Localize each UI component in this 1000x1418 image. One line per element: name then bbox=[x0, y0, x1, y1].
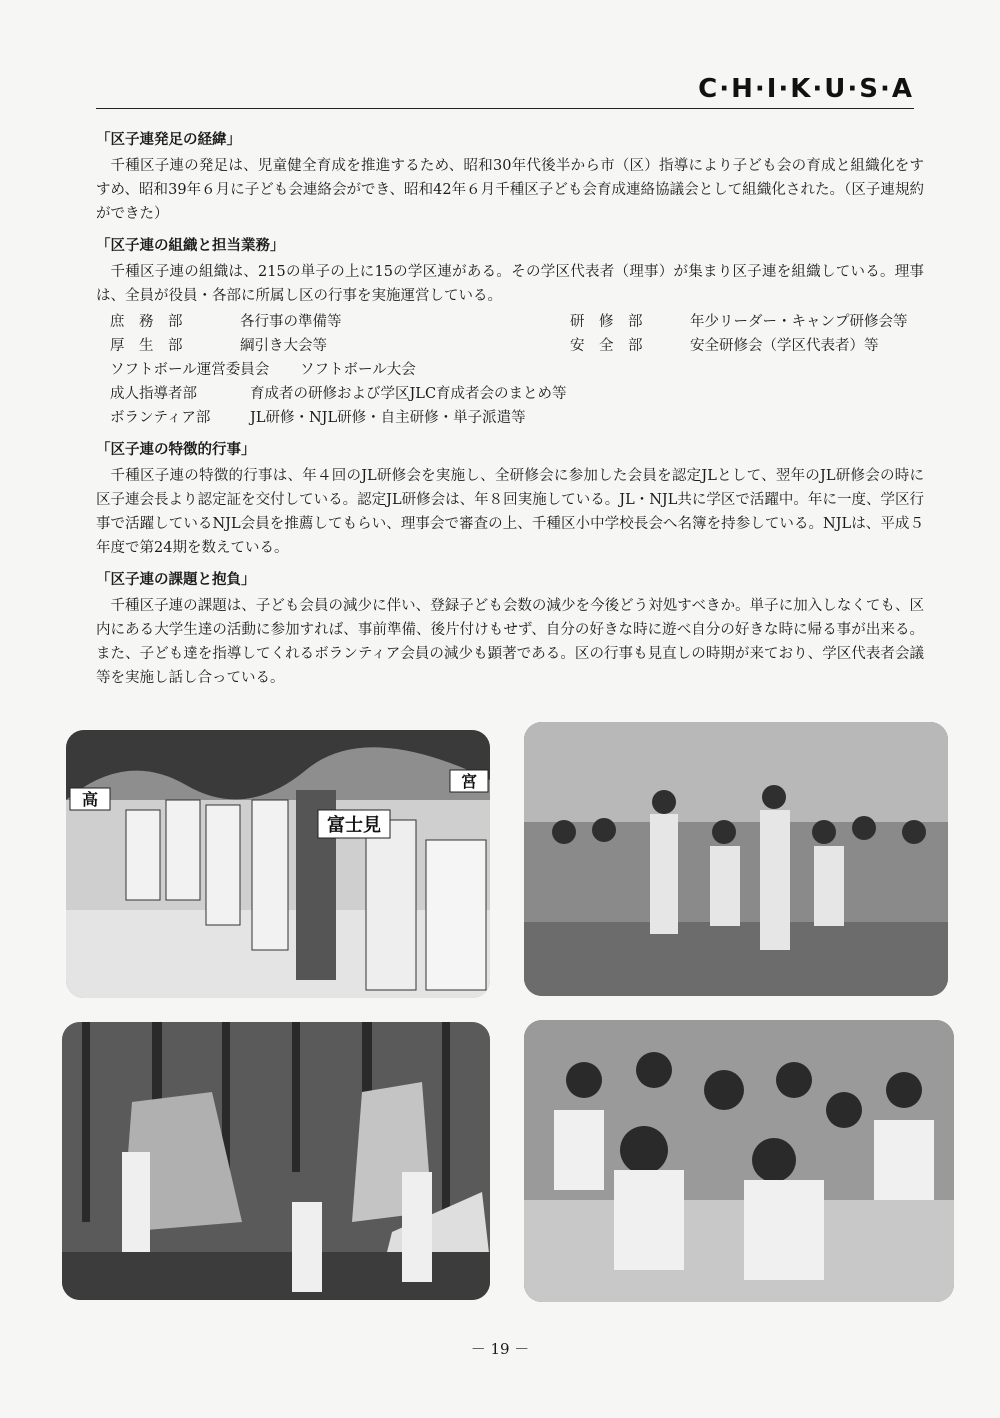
paragraph-issues: 千種区子連の課題は、子ども会員の減少に伴い、登録子ども会数の減少を今後どう対処すべきか。単子に加入しなくても、区内にある大学生達の活動に参加すれば、事前準備、後片付けもせず、自分の好きな時に遊べ自分の好きな時に帰る事が出来る。また、子ども達を指導してくれるボランティア会員の減少も顕著である。区の行事も見直しの時期が来ており、学区代表者会議等を実施し話し合っている。 bbox=[96, 598, 924, 686]
sign-left: 高 bbox=[81, 790, 99, 809]
dept-name-general-affairs: 庶 務 部 bbox=[110, 314, 183, 330]
sign-banner: 富士見 bbox=[327, 815, 381, 836]
dept-name-training: 研 修 部 bbox=[570, 314, 643, 330]
dept-duty-safety: 安全研修会（学区代表者）等 bbox=[690, 338, 879, 354]
dept-duty-training: 年少リーダー・キャンプ研修会等 bbox=[690, 314, 908, 330]
section-heading-origin: 「区子連発足の経緯」 bbox=[96, 132, 241, 148]
sign-right: 宮 bbox=[460, 772, 478, 791]
section-heading-events: 「区子連の特徴的行事」 bbox=[96, 442, 256, 458]
dept-row-softball bbox=[110, 358, 940, 382]
dept-row-volunteer bbox=[110, 406, 940, 430]
dept-duty-softball: ソフトボール大会 bbox=[300, 362, 416, 378]
photo-gym-meeting bbox=[524, 722, 948, 996]
section-heading-organization: 「区子連の組織と担当業務」 bbox=[96, 238, 285, 254]
dept-duty-volunteer: JL研修・NJL研修・自主研修・単子派遣等 bbox=[250, 410, 526, 426]
page-number: － 19 － bbox=[470, 1340, 530, 1358]
dept-name-adult-leaders: 成人指導者部 bbox=[110, 386, 197, 402]
dept-name-volunteer: ボランティア部 bbox=[110, 410, 211, 426]
dept-duty-adult-leaders: 育成者の研修および学区JLC育成者会のまとめ等 bbox=[250, 386, 567, 402]
department-list bbox=[110, 310, 924, 430]
article-body bbox=[96, 128, 924, 698]
dept-name-softball: ソフトボール運営委員会 bbox=[110, 362, 270, 378]
dept-duty-welfare: 綱引き大会等 bbox=[240, 338, 327, 354]
dept-duty-general-affairs: 各行事の準備等 bbox=[240, 314, 342, 330]
paragraph-organization: 千種区子連の組織は、215の単子の上に15の学区連がある。その学区代表者（理事）が集まり区子連を組織している。理事は、全員が役員・各部に所属し区の行事を実施運営している。 bbox=[96, 264, 924, 304]
photo-camp-tents bbox=[62, 1022, 490, 1300]
dept-row-adult bbox=[110, 382, 940, 406]
dept-name-welfare: 厚 生 部 bbox=[110, 338, 183, 354]
photo-parade bbox=[66, 730, 490, 998]
section-heading-issues: 「区子連の課題と抱負」 bbox=[96, 572, 256, 588]
photo-picnic-group bbox=[524, 1020, 954, 1302]
paragraph-origin: 千種区子連の発足は、児童健全育成を推進するため、昭和30年代後半から市（区）指導により子ども会の育成と組織化をすすめ、昭和39年６月に子ども会連絡会ができ、昭和42年６月千種区子ども会育成連絡協議会として組織化された。（区子連規約ができた） bbox=[96, 158, 924, 222]
paragraph-events: 千種区子連の特徴的行事は、年４回のJL研修会を実施し、全研修会に参加した会員を認定JLとして、翌年のJL研修会の時に区子連会長より認定証を交付している。認定JL研修会は、年８回実施している。JL・NJL共に学区で活躍中。年に一度、学区行事で活躍しているNJL会員を推薦してもらい、理事会で審査の上、千種区小中学校長会へ名簿を持参している。NJLは、平成５年度で第24期を数えている。 bbox=[96, 468, 924, 556]
page-header-title: C·H·I·K·U·S·A bbox=[698, 74, 914, 104]
dept-name-safety: 安 全 部 bbox=[570, 338, 643, 354]
header-rule bbox=[96, 108, 914, 109]
